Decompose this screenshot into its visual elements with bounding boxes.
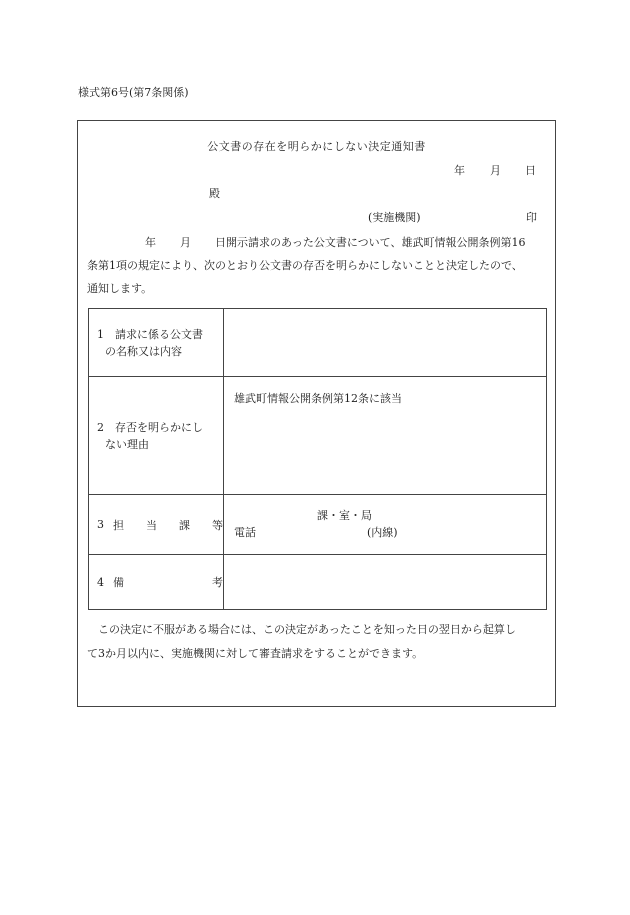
notice-form-frame	[77, 120, 556, 707]
date-month-label: 月	[490, 164, 501, 177]
extension-label: (内線)	[367, 526, 398, 539]
seal-mark: 印	[526, 211, 537, 224]
table-row-requested-document	[89, 309, 547, 377]
requested-document-label: 1 請求に係る公文書 の名称又は内容	[89, 309, 224, 377]
remarks-value	[224, 555, 547, 610]
body-text-line-3: 通知します。	[87, 282, 153, 295]
appeal-notice	[87, 618, 549, 666]
table-row-reason	[89, 377, 547, 495]
notice-body	[87, 231, 549, 300]
department-types: 課・室・局	[317, 509, 372, 522]
requested-document-value	[224, 309, 547, 377]
agency-label: (実施機関)	[368, 211, 421, 224]
document-title: 公文書の存在を明らかにしない決定通知書	[207, 140, 426, 153]
body-year-label: 年	[145, 236, 156, 249]
remarks-label: 4 備 考	[89, 555, 224, 610]
body-text-line-2: 条第1項の規定により、次のとおり公文書の存否を明らかにしないことと決定したので、	[87, 259, 523, 272]
reason-label: 2 存否を明らかにし ない理由	[89, 377, 224, 495]
table-row-department	[89, 495, 547, 555]
body-text-line-1: 日開示請求のあった公文書について、雄武町情報公開条例第16	[215, 236, 526, 249]
body-month-label: 月	[180, 236, 191, 249]
phone-label: 電話	[234, 526, 256, 539]
date-year-label: 年	[454, 164, 465, 177]
appeal-notice-line-1: この決定に不服がある場合には、この決定があったことを知った日の翌日から起算し	[98, 623, 516, 636]
details-table	[88, 308, 547, 610]
reason-value	[224, 377, 547, 495]
reason-text: 雄武町情報公開条例第12条に該当	[234, 392, 402, 405]
table-row-remarks	[89, 555, 547, 610]
department-value	[224, 495, 547, 555]
appeal-notice-line-2: て3か月以内に、実施機関に対して審査請求をすることができます。	[87, 647, 424, 660]
department-label: 3 担 当 課 等	[89, 495, 224, 555]
date-day-label: 日	[525, 164, 536, 177]
addressee-suffix: 殿	[209, 187, 220, 200]
form-number-label: 様式第6号(第7条関係)	[78, 86, 189, 99]
